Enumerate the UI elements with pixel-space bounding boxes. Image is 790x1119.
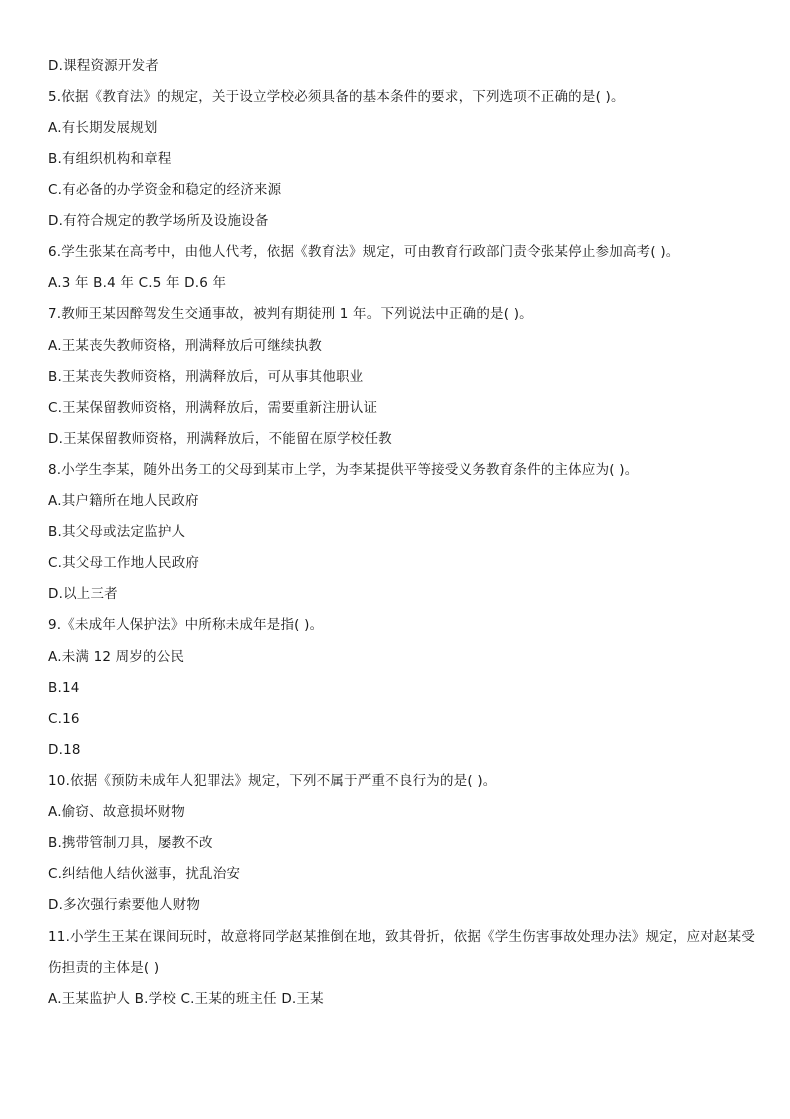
option-d-q8: D.以上三者	[48, 586, 118, 602]
option-a-q9: A.未满 12 周岁的公民	[48, 649, 185, 665]
option-c-q9: C.16	[48, 711, 80, 727]
option-d-q4: D.课程资源开发者	[48, 58, 159, 74]
option-d-q9: D.18	[48, 742, 81, 758]
option-a-q5: A.有长期发展规划	[48, 120, 158, 136]
option-d-q10: D.多次强行索要他人财物	[48, 897, 201, 913]
option-b-q9: B.14	[48, 680, 80, 696]
question-9: 9.《未成年人保护法》中所称未成年是指( )。	[48, 617, 324, 633]
question-6: 6.学生张某在高考中，由他人代考，依据《教育法》规定，可由教育行政部门责令张某停止参加高考( )。	[48, 244, 680, 260]
options-q11: A.王某监护人 B.学校 C.王某的班主任 D.王某	[48, 991, 324, 1007]
option-b-q5: B.有组织机构和章程	[48, 151, 172, 167]
option-b-q7: B.王某丧失教师资格，刑满释放后，可从事其他职业	[48, 369, 364, 385]
option-c-q7: C.王某保留教师资格，刑满释放后，需要重新注册认证	[48, 400, 378, 416]
question-8: 8.小学生李某，随外出务工的父母到某市上学，为李某提供平等接受义务教育条件的主体应为( )。	[48, 462, 639, 478]
question-11: 11.小学生王某在课间玩时，故意将同学赵某推倒在地，致其骨折，依据《学生伤害事故处理办法》规定，应对赵某受伤担责的主体是( )	[48, 929, 756, 976]
option-c-q8: C.其父母工作地人民政府	[48, 555, 200, 571]
option-a-q8: A.其户籍所在地人民政府	[48, 493, 199, 509]
question-10: 10.依据《预防未成年人犯罪法》规定，下列不属于严重不良行为的是( )。	[48, 773, 497, 789]
option-a-q7: A.王某丧失教师资格，刑满释放后可继续执教	[48, 338, 322, 354]
option-d-q5: D.有符合规定的教学场所及设施设备	[48, 213, 269, 229]
option-c-q10: C.纠结他人结伙滋事，扰乱治安	[48, 866, 241, 882]
option-b-q10: B.携带管制刀具，屡教不改	[48, 835, 213, 851]
question-7: 7.教师王某因醉驾发生交通事故，被判有期徒刑 1 年。下列说法中正确的是( )。	[48, 306, 533, 322]
question-5: 5.依据《教育法》的规定，关于设立学校必须具备的基本条件的要求，下列选项不正确的是( )。	[48, 89, 625, 105]
option-b-q8: B.其父母或法定监护人	[48, 524, 186, 540]
option-c-q5: C.有必备的办学资金和稳定的经济来源	[48, 182, 282, 198]
option-d-q7: D.王某保留教师资格，刑满释放后，不能留在原学校任教	[48, 431, 392, 447]
option-a-q10: A.偷窃、故意损坏财物	[48, 804, 185, 820]
options-q6: A.3 年 B.4 年 C.5 年 D.6 年	[48, 275, 227, 291]
